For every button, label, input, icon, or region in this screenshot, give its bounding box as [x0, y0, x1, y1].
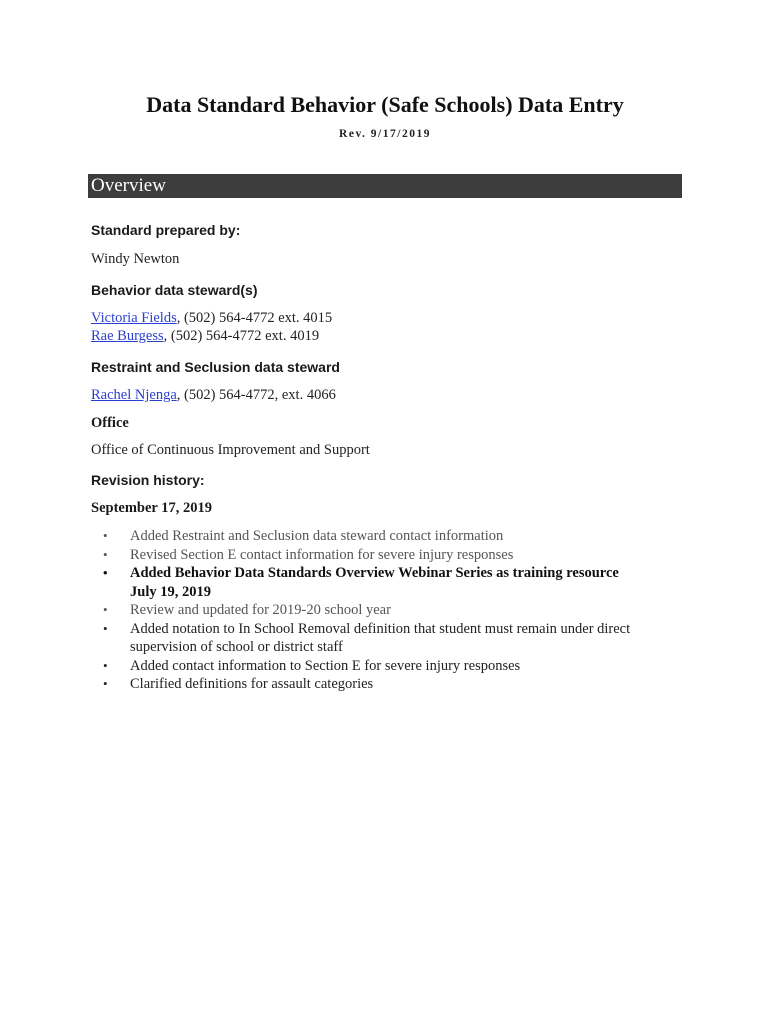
rs-steward-email-link[interactable]: Rachel Njenga: [91, 387, 177, 403]
document-title: Data Standard Behavior (Safe Schools) Data Entry: [146, 92, 624, 117]
list-item-text: supervision of school or district staff: [130, 639, 343, 655]
revision-date-header: Rev. 9/17/2019: [339, 128, 431, 140]
list-item: [91, 601, 691, 620]
list-item-text: Added notation to In School Removal definition that student must remain under direct: [130, 620, 631, 637]
list-item-text: Added Restraint and Seclusion data steward contact information: [130, 528, 504, 544]
list-item-text: Review and updated for 2019-20 school year: [130, 602, 391, 618]
behavior-stewards-label: Behavior data steward(s): [91, 282, 258, 298]
list-item-text: Added contact information to Section E for severe injury responses: [130, 657, 521, 674]
list-item: [91, 620, 691, 639]
list-item-date: [91, 583, 691, 602]
behavior-steward-row: [91, 328, 319, 345]
list-item: [91, 527, 691, 546]
office-name: Office of Continuous Improvement and Support: [91, 442, 370, 458]
list-item-continuation: [91, 638, 691, 657]
office-label: Office: [91, 415, 129, 431]
list-item-text: July 19, 2019: [130, 583, 211, 600]
revision-history-label: Revision history:: [91, 472, 205, 488]
steward-contact: , (502) 564-4772 ext. 4019: [163, 328, 320, 344]
bullet-icon: •: [103, 657, 108, 673]
steward-contact: , (502) 564-4772 ext. 4015: [176, 310, 333, 326]
list-item: [91, 675, 691, 694]
prepared-by-name: Windy Newton: [91, 251, 180, 267]
revision-list: [91, 527, 691, 694]
rs-steward-label: Restraint and Seclusion data steward: [91, 359, 340, 375]
rs-steward-row: [91, 387, 336, 404]
list-item: [91, 657, 691, 676]
list-item: [91, 564, 691, 583]
bullet-icon: •: [103, 546, 108, 562]
list-item-text: Added Behavior Data Standards Overview Webinar Series as training resource: [130, 565, 619, 581]
rs-steward-contact: , (502) 564-4772, ext. 4066: [176, 387, 336, 403]
steward-email-link[interactable]: Victoria Fields: [91, 310, 177, 326]
list-item-text: Revised Section E contact information for severe injury responses: [130, 546, 514, 563]
revision-date: September 17, 2019: [91, 500, 212, 516]
overview-section-header: Overview: [88, 174, 682, 198]
bullet-icon: •: [103, 528, 108, 543]
behavior-steward-row: [91, 310, 332, 327]
list-item: [91, 546, 691, 565]
prepared-by-label: Standard prepared by:: [91, 222, 241, 238]
bullet-icon: •: [103, 602, 108, 617]
list-item-text: Clarified definitions for assault categories: [130, 676, 374, 692]
bullet-icon: •: [103, 565, 108, 580]
bullet-icon: •: [103, 620, 108, 636]
bullet-icon: •: [103, 676, 108, 691]
steward-email-link[interactable]: Rae Burgess: [91, 328, 164, 344]
